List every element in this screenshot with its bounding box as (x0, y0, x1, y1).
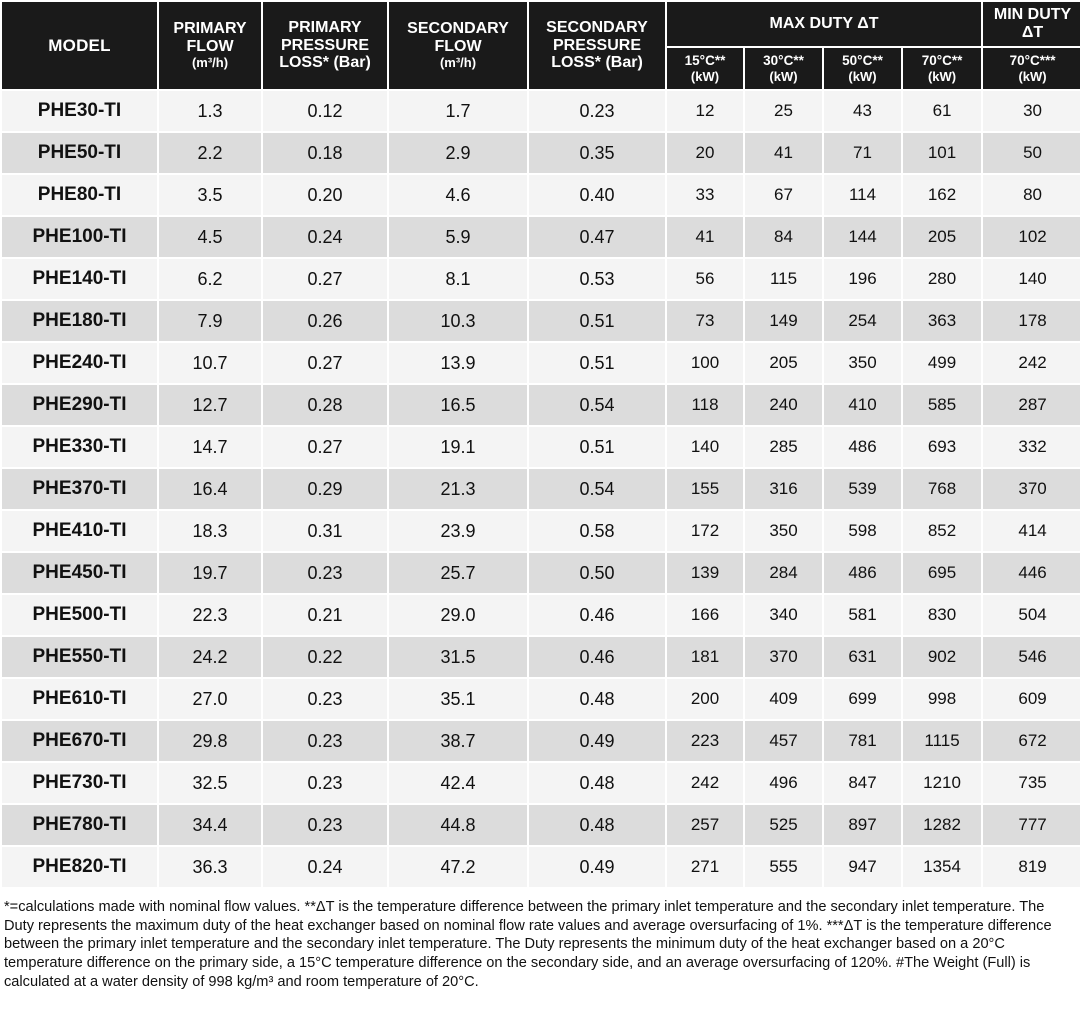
table-footnote: *=calculations made with nominal flow values. **ΔT is the temperature difference between the primary inlet temperature and the secondary inlet temperature. The Duty represents the maximum duty of the heat exchanger based on nominal flow rate values and average oversurfacing of 1%. ***ΔT is the temperature difference between the primary inlet temperature and the secondary inlet temperature. The Duty represents the minimum duty of the heat exchanger based on a 20°C temperature difference on the primary side, a 15°C temperature difference on the secondary side, and an average oversurfacing of 120%. #The Weight (Full) is calculated at a water density of 998 kg/m³ and room temperature of 20°C. (4, 899, 1052, 990)
cell-max-duty-15c: 41 (666, 216, 744, 258)
cell-primary-flow: 18.3 (158, 510, 262, 552)
cell-model: PHE100-TI (1, 216, 158, 258)
cell-secondary-flow: 5.9 (388, 216, 528, 258)
cell-secondary-pressure-loss: 0.35 (528, 132, 666, 174)
cell-max-duty-50c: 114 (823, 174, 902, 216)
cell-max-duty-70c: 1115 (902, 720, 982, 762)
cell-secondary-flow: 1.7 (388, 90, 528, 132)
cell-secondary-flow: 25.7 (388, 552, 528, 594)
cell-primary-pressure-loss: 0.23 (262, 804, 388, 846)
cell-primary-flow: 24.2 (158, 636, 262, 678)
cell-secondary-pressure-loss: 0.40 (528, 174, 666, 216)
cell-max-duty-30c: 240 (744, 384, 823, 426)
cell-primary-pressure-loss: 0.23 (262, 720, 388, 762)
cell-secondary-pressure-loss: 0.46 (528, 594, 666, 636)
cell-secondary-pressure-loss: 0.54 (528, 384, 666, 426)
cell-secondary-pressure-loss: 0.23 (528, 90, 666, 132)
cell-secondary-pressure-loss: 0.49 (528, 846, 666, 888)
cell-max-duty-50c: 350 (823, 342, 902, 384)
cell-max-duty-15c: 223 (666, 720, 744, 762)
cell-max-duty-30c: 370 (744, 636, 823, 678)
cell-max-duty-70c: 363 (902, 300, 982, 342)
table-row (1, 552, 1080, 594)
cell-primary-flow: 12.7 (158, 384, 262, 426)
cell-secondary-pressure-loss: 0.51 (528, 426, 666, 468)
cell-primary-pressure-loss: 0.24 (262, 216, 388, 258)
cell-primary-pressure-loss: 0.28 (262, 384, 388, 426)
cell-secondary-pressure-loss: 0.48 (528, 804, 666, 846)
cell-primary-flow: 4.5 (158, 216, 262, 258)
col-header-secondary-flow-label: SECONDARY FLOW (407, 20, 509, 56)
cell-max-duty-50c: 486 (823, 552, 902, 594)
cell-min-duty-70c: 446 (982, 552, 1080, 594)
cell-primary-flow: 2.2 (158, 132, 262, 174)
cell-max-duty-50c: 144 (823, 216, 902, 258)
cell-model: PHE610-TI (1, 678, 158, 720)
cell-max-duty-30c: 115 (744, 258, 823, 300)
cell-max-duty-15c: 257 (666, 804, 744, 846)
cell-max-duty-15c: 139 (666, 552, 744, 594)
cell-primary-flow: 7.9 (158, 300, 262, 342)
cell-secondary-flow: 35.1 (388, 678, 528, 720)
cell-min-duty-70c: 609 (982, 678, 1080, 720)
cell-max-duty-15c: 271 (666, 846, 744, 888)
cell-min-duty-70c: 30 (982, 90, 1080, 132)
col-header-secondary-pressure-loss: SECONDARY PRESSURE LOSS* (Bar) (528, 1, 666, 90)
header-row-top (1, 1, 1080, 47)
cell-secondary-flow: 16.5 (388, 384, 528, 426)
cell-primary-flow: 27.0 (158, 678, 262, 720)
table-row (1, 636, 1080, 678)
cell-model: PHE450-TI (1, 552, 158, 594)
cell-primary-pressure-loss: 0.23 (262, 762, 388, 804)
table-row (1, 384, 1080, 426)
cell-max-duty-50c: 43 (823, 90, 902, 132)
cell-max-duty-50c: 598 (823, 510, 902, 552)
table-row (1, 90, 1080, 132)
cell-max-duty-30c: 350 (744, 510, 823, 552)
cell-model: PHE670-TI (1, 720, 158, 762)
min-duty-70c-temp: 70°C*** (1009, 52, 1056, 68)
cell-model: PHE80-TI (1, 174, 158, 216)
col-header-primary-flow (158, 1, 262, 90)
cell-secondary-flow: 19.1 (388, 426, 528, 468)
cell-max-duty-70c: 902 (902, 636, 982, 678)
table-row (1, 342, 1080, 384)
cell-secondary-pressure-loss: 0.50 (528, 552, 666, 594)
max-duty-15c-temp: 15°C** (684, 52, 726, 68)
cell-model: PHE820-TI (1, 846, 158, 888)
cell-max-duty-70c: 499 (902, 342, 982, 384)
cell-secondary-flow: 23.9 (388, 510, 528, 552)
cell-max-duty-15c: 200 (666, 678, 744, 720)
max-duty-30c-unit: (kW) (769, 68, 798, 84)
cell-max-duty-15c: 12 (666, 90, 744, 132)
cell-max-duty-70c: 585 (902, 384, 982, 426)
cell-secondary-pressure-loss: 0.51 (528, 300, 666, 342)
cell-max-duty-15c: 140 (666, 426, 744, 468)
col-header-primary-pressure-loss: PRIMARY PRESSURE LOSS* (Bar) (262, 1, 388, 90)
cell-max-duty-30c: 25 (744, 90, 823, 132)
cell-max-duty-15c: 181 (666, 636, 744, 678)
cell-primary-pressure-loss: 0.12 (262, 90, 388, 132)
cell-max-duty-70c: 998 (902, 678, 982, 720)
cell-model: PHE500-TI (1, 594, 158, 636)
col-header-model: MODEL (1, 1, 158, 90)
cell-secondary-pressure-loss: 0.48 (528, 762, 666, 804)
cell-min-duty-70c: 370 (982, 468, 1080, 510)
cell-secondary-flow: 21.3 (388, 468, 528, 510)
cell-primary-flow: 36.3 (158, 846, 262, 888)
max-duty-50c-unit: (kW) (848, 68, 877, 84)
cell-secondary-pressure-loss: 0.46 (528, 636, 666, 678)
cell-max-duty-70c: 693 (902, 426, 982, 468)
cell-max-duty-15c: 33 (666, 174, 744, 216)
col-header-max-duty-15c (666, 47, 744, 90)
min-duty-70c-unit: (kW) (1018, 68, 1047, 84)
cell-primary-pressure-loss: 0.18 (262, 132, 388, 174)
col-header-max-duty-50c (823, 47, 902, 90)
table-row (1, 804, 1080, 846)
cell-max-duty-30c: 205 (744, 342, 823, 384)
table-row (1, 132, 1080, 174)
max-duty-70c-unit: (kW) (927, 68, 957, 84)
cell-max-duty-50c: 539 (823, 468, 902, 510)
cell-secondary-flow: 42.4 (388, 762, 528, 804)
cell-secondary-flow: 44.8 (388, 804, 528, 846)
cell-max-duty-30c: 285 (744, 426, 823, 468)
cell-model: PHE30-TI (1, 90, 158, 132)
cell-secondary-pressure-loss: 0.54 (528, 468, 666, 510)
cell-primary-pressure-loss: 0.23 (262, 552, 388, 594)
cell-max-duty-30c: 316 (744, 468, 823, 510)
cell-max-duty-70c: 1354 (902, 846, 982, 888)
table-row (1, 174, 1080, 216)
cell-model: PHE290-TI (1, 384, 158, 426)
max-duty-30c-temp: 30°C** (763, 52, 804, 68)
cell-primary-pressure-loss: 0.27 (262, 426, 388, 468)
cell-max-duty-30c: 457 (744, 720, 823, 762)
cell-max-duty-70c: 852 (902, 510, 982, 552)
cell-max-duty-70c: 1210 (902, 762, 982, 804)
cell-max-duty-30c: 555 (744, 846, 823, 888)
cell-max-duty-30c: 340 (744, 594, 823, 636)
col-header-secondary-flow (388, 1, 528, 90)
cell-max-duty-50c: 486 (823, 426, 902, 468)
cell-primary-flow: 3.5 (158, 174, 262, 216)
table-row (1, 720, 1080, 762)
cell-max-duty-30c: 41 (744, 132, 823, 174)
cell-secondary-pressure-loss: 0.58 (528, 510, 666, 552)
cell-min-duty-70c: 332 (982, 426, 1080, 468)
cell-min-duty-70c: 777 (982, 804, 1080, 846)
cell-primary-pressure-loss: 0.27 (262, 342, 388, 384)
cell-max-duty-50c: 699 (823, 678, 902, 720)
col-header-primary-flow-label: PRIMARY FLOW (173, 20, 247, 56)
cell-max-duty-30c: 409 (744, 678, 823, 720)
cell-max-duty-50c: 581 (823, 594, 902, 636)
cell-secondary-pressure-loss: 0.49 (528, 720, 666, 762)
cell-max-duty-15c: 100 (666, 342, 744, 384)
cell-model: PHE730-TI (1, 762, 158, 804)
cell-max-duty-50c: 781 (823, 720, 902, 762)
table-row (1, 762, 1080, 804)
cell-max-duty-15c: 73 (666, 300, 744, 342)
cell-primary-flow: 1.3 (158, 90, 262, 132)
cell-model: PHE370-TI (1, 468, 158, 510)
table-header (1, 1, 1080, 90)
cell-primary-flow: 29.8 (158, 720, 262, 762)
table-row (1, 678, 1080, 720)
cell-max-duty-15c: 242 (666, 762, 744, 804)
cell-secondary-pressure-loss: 0.51 (528, 342, 666, 384)
cell-max-duty-70c: 768 (902, 468, 982, 510)
cell-secondary-pressure-loss: 0.53 (528, 258, 666, 300)
cell-max-duty-30c: 84 (744, 216, 823, 258)
cell-max-duty-15c: 20 (666, 132, 744, 174)
table-row (1, 510, 1080, 552)
table-row (1, 258, 1080, 300)
cell-model: PHE180-TI (1, 300, 158, 342)
cell-secondary-flow: 47.2 (388, 846, 528, 888)
cell-primary-pressure-loss: 0.27 (262, 258, 388, 300)
max-duty-70c-temp: 70°C** (921, 52, 963, 68)
cell-min-duty-70c: 178 (982, 300, 1080, 342)
cell-max-duty-70c: 830 (902, 594, 982, 636)
cell-min-duty-70c: 80 (982, 174, 1080, 216)
cell-min-duty-70c: 50 (982, 132, 1080, 174)
cell-secondary-flow: 4.6 (388, 174, 528, 216)
cell-primary-flow: 32.5 (158, 762, 262, 804)
cell-min-duty-70c: 287 (982, 384, 1080, 426)
cell-model: PHE330-TI (1, 426, 158, 468)
cell-min-duty-70c: 504 (982, 594, 1080, 636)
cell-max-duty-50c: 847 (823, 762, 902, 804)
cell-secondary-flow: 38.7 (388, 720, 528, 762)
cell-max-duty-70c: 205 (902, 216, 982, 258)
table-row (1, 594, 1080, 636)
cell-primary-pressure-loss: 0.24 (262, 846, 388, 888)
cell-model: PHE140-TI (1, 258, 158, 300)
cell-primary-flow: 16.4 (158, 468, 262, 510)
table-body (1, 90, 1080, 888)
max-duty-50c-temp: 50°C** (842, 52, 883, 68)
cell-min-duty-70c: 735 (982, 762, 1080, 804)
cell-max-duty-30c: 525 (744, 804, 823, 846)
cell-primary-flow: 14.7 (158, 426, 262, 468)
cell-min-duty-70c: 242 (982, 342, 1080, 384)
max-duty-15c-unit: (kW) (690, 68, 720, 84)
cell-model: PHE50-TI (1, 132, 158, 174)
cell-max-duty-70c: 695 (902, 552, 982, 594)
cell-max-duty-15c: 56 (666, 258, 744, 300)
cell-model: PHE780-TI (1, 804, 158, 846)
cell-primary-flow: 6.2 (158, 258, 262, 300)
cell-model: PHE240-TI (1, 342, 158, 384)
cell-max-duty-50c: 196 (823, 258, 902, 300)
table-row (1, 846, 1080, 888)
cell-min-duty-70c: 546 (982, 636, 1080, 678)
cell-max-duty-50c: 947 (823, 846, 902, 888)
col-header-secondary-flow-unit: (m³/h) (439, 55, 477, 71)
cell-max-duty-50c: 897 (823, 804, 902, 846)
cell-primary-pressure-loss: 0.20 (262, 174, 388, 216)
cell-max-duty-15c: 118 (666, 384, 744, 426)
cell-secondary-flow: 10.3 (388, 300, 528, 342)
cell-secondary-flow: 2.9 (388, 132, 528, 174)
cell-primary-pressure-loss: 0.26 (262, 300, 388, 342)
cell-min-duty-70c: 414 (982, 510, 1080, 552)
cell-min-duty-70c: 819 (982, 846, 1080, 888)
cell-secondary-flow: 13.9 (388, 342, 528, 384)
cell-min-duty-70c: 140 (982, 258, 1080, 300)
cell-max-duty-15c: 155 (666, 468, 744, 510)
cell-max-duty-30c: 67 (744, 174, 823, 216)
cell-secondary-flow: 8.1 (388, 258, 528, 300)
cell-max-duty-50c: 631 (823, 636, 902, 678)
table-row (1, 468, 1080, 510)
cell-max-duty-15c: 166 (666, 594, 744, 636)
table-row (1, 426, 1080, 468)
cell-primary-pressure-loss: 0.22 (262, 636, 388, 678)
cell-max-duty-30c: 149 (744, 300, 823, 342)
cell-min-duty-70c: 672 (982, 720, 1080, 762)
cell-max-duty-15c: 172 (666, 510, 744, 552)
cell-max-duty-70c: 162 (902, 174, 982, 216)
col-header-max-duty-70c (902, 47, 982, 90)
cell-primary-flow: 19.7 (158, 552, 262, 594)
cell-secondary-pressure-loss: 0.48 (528, 678, 666, 720)
cell-model: PHE550-TI (1, 636, 158, 678)
cell-max-duty-70c: 1282 (902, 804, 982, 846)
cell-max-duty-70c: 101 (902, 132, 982, 174)
cell-primary-pressure-loss: 0.29 (262, 468, 388, 510)
col-header-primary-flow-unit: (m³/h) (191, 55, 229, 71)
table-row (1, 300, 1080, 342)
cell-max-duty-50c: 254 (823, 300, 902, 342)
cell-secondary-flow: 29.0 (388, 594, 528, 636)
cell-primary-pressure-loss: 0.23 (262, 678, 388, 720)
cell-max-duty-50c: 71 (823, 132, 902, 174)
cell-max-duty-50c: 410 (823, 384, 902, 426)
cell-primary-flow: 22.3 (158, 594, 262, 636)
cell-primary-pressure-loss: 0.21 (262, 594, 388, 636)
col-header-min-duty-70c (982, 47, 1080, 90)
col-group-header-max-duty: MAX DUTY ΔT (666, 1, 982, 47)
cell-max-duty-30c: 284 (744, 552, 823, 594)
cell-primary-flow: 34.4 (158, 804, 262, 846)
cell-min-duty-70c: 102 (982, 216, 1080, 258)
cell-max-duty-70c: 280 (902, 258, 982, 300)
cell-primary-flow: 10.7 (158, 342, 262, 384)
cell-secondary-flow: 31.5 (388, 636, 528, 678)
table-row (1, 216, 1080, 258)
cell-model: PHE410-TI (1, 510, 158, 552)
cell-max-duty-70c: 61 (902, 90, 982, 132)
col-group-header-min-duty: MIN DUTY ΔT (982, 1, 1080, 47)
cell-max-duty-30c: 496 (744, 762, 823, 804)
cell-primary-pressure-loss: 0.31 (262, 510, 388, 552)
cell-secondary-pressure-loss: 0.47 (528, 216, 666, 258)
col-header-max-duty-30c (744, 47, 823, 90)
